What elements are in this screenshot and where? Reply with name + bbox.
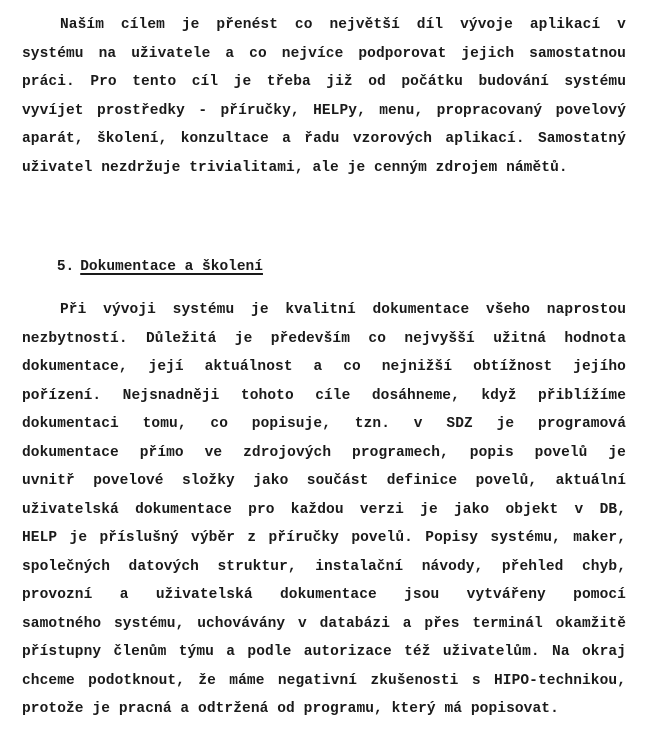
paragraph-line: chceme podotknout, že máme negativní zkušenosti s HIPO-technikou,	[22, 673, 626, 689]
paragraph-line: vyvíjet prostředky - příručky, HELPy, menu, propracovaný povelový	[22, 103, 626, 119]
paragraph-line: systému na uživatele a co nejvíce podporovat jejich samostatnou	[22, 46, 626, 62]
paragraph-line: společných datových struktur, instalační návody, přehled chyb,	[22, 559, 626, 575]
paragraph-line: samotného systému, uchovávány v databázi a přes terminál okamžitě	[22, 616, 626, 632]
paragraph-line: aparát, školení, konzultace a řadu vzorových aplikací. Samostatný	[22, 131, 626, 147]
section-title: Dokumentace a školení	[80, 259, 263, 275]
paragraph-line: uvnitř povelové složky jako součást definice povelů, aktuální	[22, 473, 626, 489]
paragraph-line: nezbytností. Důležitá je především co nejvyšší užitná hodnota	[22, 331, 626, 347]
paragraph-line: dokumentace přímo ve zdrojových programech, popis povelů je	[22, 445, 626, 461]
paragraph-line: provozní a uživatelská dokumentace jsou vytvářeny pomocí	[22, 587, 626, 603]
paragraph-line: Naším cílem je přenést co největší díl vývoje aplikací v	[60, 17, 626, 33]
paragraph-line: uživatelská dokumentace pro každou verzi je jako objekt v DB,	[22, 502, 626, 518]
paragraph-line: pořízení. Nejsnadněji tohoto cíle dosáhneme, když přiblížíme	[22, 388, 626, 404]
paragraph-line: Při vývoji systému je kvalitní dokumentace všeho naprostou	[60, 302, 626, 318]
paragraph-line: práci. Pro tento cíl je třeba již od počátku budování systému	[22, 74, 626, 90]
paragraph-line: protože je pracná a odtržená od programu, který má popisovat.	[22, 701, 559, 717]
paragraph-line: dokumentaci tomu, co popisuje, tzn. v SDZ je programová	[22, 416, 626, 432]
section-number: 5.	[56, 259, 75, 275]
paragraph-line: dokumentace, její aktuálnost a co nejnižší obtížnost jejího	[22, 359, 626, 375]
paragraph-line: HELP je příslušný výběr z příručky povelů. Popisy systému, maker,	[22, 530, 626, 546]
paragraph-line: přístupny členům týmu a podle autorizace též uživatelům. Na okraj	[22, 644, 626, 660]
section-heading	[22, 243, 263, 291]
paragraph-line: uživatel nezdržuje trivialitami, ale je cenným zdrojem námětů.	[22, 160, 568, 176]
